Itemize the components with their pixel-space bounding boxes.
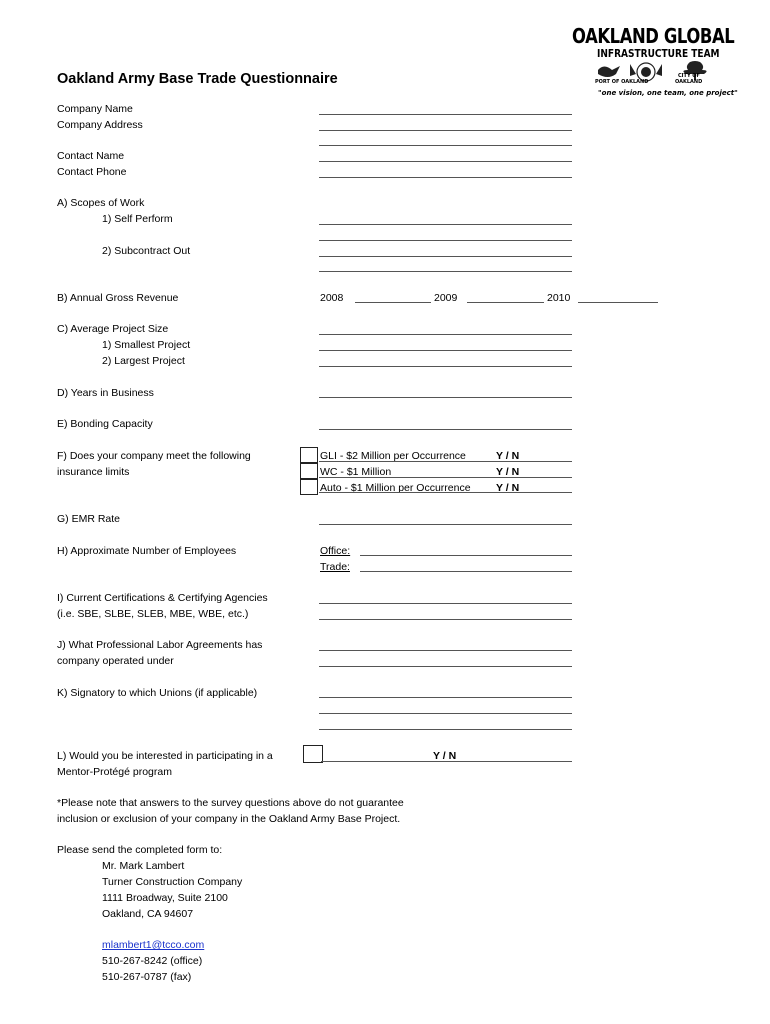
years-in-business-line[interactable] — [319, 397, 572, 398]
unions-line-3[interactable] — [319, 729, 572, 730]
note-line-1: *Please note that answers to the survey questions above do not guarantee — [57, 797, 404, 809]
contact-name-line[interactable] — [319, 161, 572, 162]
send-company: Turner Construction Company — [102, 876, 243, 888]
wc-yn[interactable]: Y / N — [496, 466, 520, 478]
subcontract-label: 2) Subcontract Out — [102, 245, 191, 257]
certifications-line-1[interactable] — [319, 603, 572, 604]
gli-label: GLI - $2 Million per Occurrence — [320, 450, 466, 462]
mentor-label-1: L) Would you be interested in participating in a — [57, 750, 273, 762]
company-name-label: Company Name — [57, 103, 133, 115]
company-address-line-1[interactable] — [319, 130, 572, 131]
year-2008-label: 2008 — [320, 292, 344, 304]
send-intro: Please send the completed form to: — [57, 844, 223, 856]
smallest-project-label: 1) Smallest Project — [102, 339, 191, 351]
gli-checkbox[interactable] — [300, 447, 318, 463]
office-label: Office: — [320, 545, 351, 557]
avg-project-label: C) Average Project Size — [57, 323, 169, 335]
note-line-2: inclusion or exclusion of your company in the Oakland Army Base Project. — [57, 813, 401, 825]
contact-name-label: Contact Name — [57, 150, 125, 162]
insurance-label-1: F) Does your company meet the following — [57, 450, 251, 462]
unions-line-2[interactable] — [319, 713, 572, 714]
largest-project-label: 2) Largest Project — [102, 355, 185, 367]
company-address-line-2[interactable] — [319, 145, 572, 146]
revenue-2010-line[interactable] — [578, 302, 658, 303]
unions-line-1[interactable] — [319, 697, 572, 698]
auto-checkbox[interactable] — [300, 479, 318, 495]
page-title: Oakland Army Base Trade Questionnaire — [57, 71, 338, 87]
revenue-2008-line[interactable] — [355, 302, 431, 303]
emr-label: G) EMR Rate — [57, 513, 121, 525]
logo-city: OAKLAND — [675, 79, 703, 85]
self-perform-line-1[interactable] — [319, 224, 572, 225]
pla-label-1: J) What Professional Labor Agreements has — [57, 639, 263, 651]
revenue-2009-line[interactable] — [467, 302, 544, 303]
scopes-label: A) Scopes of Work — [57, 197, 145, 209]
largest-project-line[interactable] — [319, 366, 572, 367]
subcontract-line-1[interactable] — [319, 256, 572, 257]
auto-line — [319, 492, 572, 493]
revenue-label: B) Annual Gross Revenue — [57, 292, 179, 304]
send-office-phone: 510-267-8242 (office) — [102, 955, 203, 967]
subcontract-line-2[interactable] — [319, 271, 572, 272]
send-email-link[interactable]: mlambert1@tcco.com — [102, 939, 205, 951]
logo-city-top: CITY OF — [678, 73, 700, 79]
company-name-line[interactable] — [319, 114, 572, 115]
auto-yn[interactable]: Y / N — [496, 482, 520, 494]
pla-line-2[interactable] — [319, 666, 572, 667]
contact-phone-line[interactable] — [319, 177, 572, 178]
employees-label: H) Approximate Number of Employees — [57, 545, 237, 557]
send-city: Oakland, CA 94607 — [102, 908, 194, 920]
auto-label: Auto - $1 Million per Occurrence — [320, 482, 471, 494]
mentor-line — [321, 761, 572, 762]
mentor-yn[interactable]: Y / N — [433, 750, 457, 762]
certifications-label-1: I) Current Certifications & Certifying Agencies — [57, 592, 268, 604]
trade-label: Trade: — [320, 561, 350, 573]
contact-phone-label: Contact Phone — [57, 166, 127, 178]
gli-yn[interactable]: Y / N — [496, 450, 520, 462]
year-2009-label: 2009 — [434, 292, 458, 304]
send-fax: 510-267-0787 (fax) — [102, 971, 192, 983]
logo-tagline: "one vision, one team, one project" — [598, 89, 738, 97]
logo-name: OAKLAND GLOBAL — [572, 24, 735, 48]
certifications-line-2[interactable] — [319, 619, 572, 620]
smallest-project-line[interactable] — [319, 350, 572, 351]
wc-line — [319, 477, 572, 478]
year-2010-label: 2010 — [547, 292, 571, 304]
wc-checkbox[interactable] — [300, 463, 318, 479]
pla-label-2: company operated under — [57, 655, 174, 667]
gli-line — [319, 461, 572, 462]
self-perform-line-2[interactable] — [319, 240, 572, 241]
self-perform-label: 1) Self Perform — [102, 213, 173, 225]
unions-label: K) Signatory to which Unions (if applicable) — [57, 687, 258, 699]
send-street: 1111 Broadway, Suite 2100 — [102, 892, 228, 904]
bonding-label: E) Bonding Capacity — [57, 418, 153, 430]
office-employees-line[interactable] — [360, 555, 572, 556]
logo-port: PORT OF OAKLAND — [595, 79, 649, 85]
mentor-label-2: Mentor-Protégé program — [57, 766, 172, 778]
send-name: Mr. Mark Lambert — [102, 860, 185, 872]
trade-employees-line[interactable] — [360, 571, 572, 572]
pla-line-1[interactable] — [319, 650, 572, 651]
certifications-label-2: (i.e. SBE, SLBE, SLEB, MBE, WBE, etc.) — [57, 608, 249, 620]
wc-label: WC - $1 Million — [320, 466, 392, 478]
emr-line[interactable] — [319, 524, 572, 525]
bonding-line[interactable] — [319, 429, 572, 430]
company-address-label: Company Address — [57, 119, 143, 131]
logo-team: INFRASTRUCTURE TEAM — [597, 47, 720, 60]
mentor-checkbox[interactable] — [303, 745, 323, 763]
years-in-business-label: D) Years in Business — [57, 387, 154, 399]
insurance-label-2: insurance limits — [57, 466, 130, 478]
avg-project-line[interactable] — [319, 334, 572, 335]
